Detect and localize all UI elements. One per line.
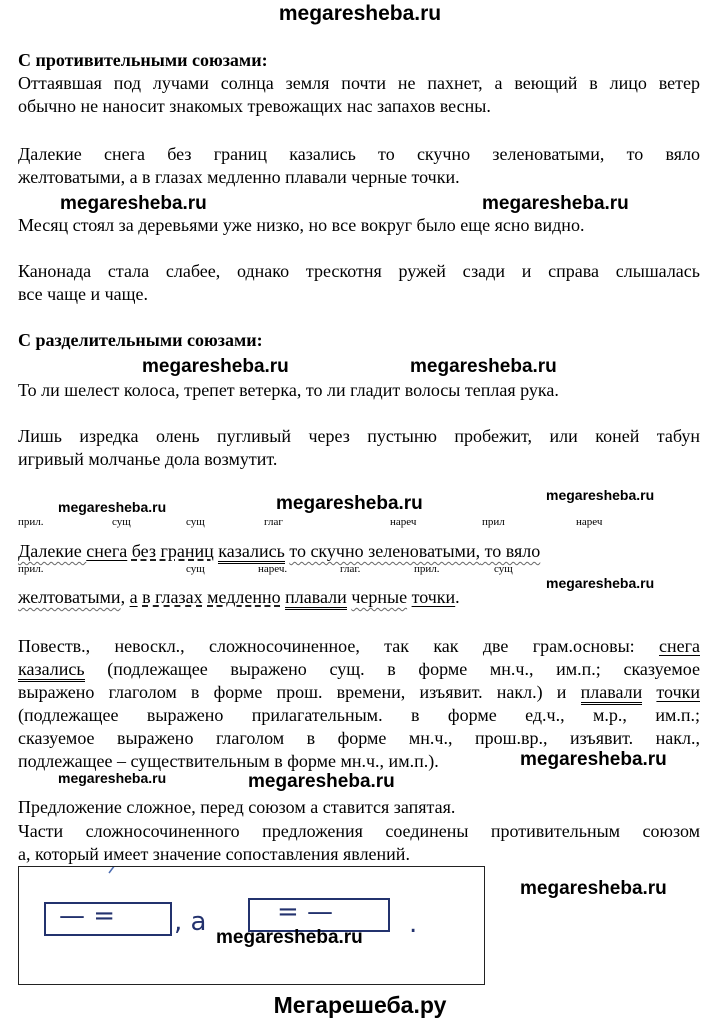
watermark: megaresheba.ru (276, 493, 423, 514)
watermark: megaresheba.ru (546, 575, 655, 591)
pos-label: сущ (112, 516, 131, 528)
watermark: megaresheba.ru (142, 356, 289, 377)
pos-label: прил. (414, 563, 440, 575)
sentence-4: Канонада стала слабее, однако трескотня ружей сзади и справа слышалась все чаще и чаще. (18, 261, 700, 304)
pos-label: сущ (186, 563, 205, 575)
parsed-line-2: желтоватыми, а в глазах медленно плавали черные точки. (18, 586, 460, 609)
sentence-6: Лишь изредка олень пугливый через пустыню пробежит, или коней табун игривый молчанье дола возмутит. (18, 426, 700, 469)
pos-label: глаг (264, 516, 283, 528)
parsed-line-1: Далекие снега без границ казались то скучно зеленоватыми, то вяло (18, 540, 540, 563)
watermark: megaresheba.ru (216, 927, 363, 948)
watermark: megaresheba.ru (58, 499, 167, 515)
sentence-2: Далекие снега без границ казались то скучно зеленоватыми, то вяло желтоватыми, а в глазах медленно плавали черные точки. (18, 144, 700, 187)
conclusion-2: Части сложносочиненного предложения соединены противительным союзом а, который имеет значение сопоставления явлений. (18, 821, 700, 864)
pos-label: прил (482, 516, 505, 528)
pos-label: прил. (18, 516, 44, 528)
sentence-5: То ли шелест колоса, трепет ветерка, то ли гладит волосы теплая рука. (18, 380, 559, 400)
pos-label: прил. (18, 563, 44, 575)
pos-label: сущ (494, 563, 513, 575)
sentence-scheme (18, 866, 485, 985)
pos-label: глаг. (340, 563, 361, 575)
watermark: megaresheba.ru (482, 193, 629, 214)
section-heading-adversative: С противительными союзами: (18, 50, 268, 70)
pos-label: нареч. (258, 563, 288, 575)
scheme-marks-left: — = (59, 901, 116, 931)
pos-label: сущ (186, 516, 205, 528)
sentence-1: Оттаявшая под лучами солнца земля почти не пахнет, а веющий в лицо ветер обычно не наносит знакомых тревожащих нас запахов весны. (18, 73, 700, 116)
analysis-text: Повеств., невоскл., сложносочиненное, так как две грам.основы: снега казались (подлежащее выражено сущ. в форме мн.ч., им.п.; сказуемое выражено глаголом в форме прош. времени, изъявит. накл.) и плавали точки (подлежащее выражено прилагательным. в форме ед.ч., м.р., им.п.; сказуемое выражено глаголом в форме мн.ч., прош.вр., изъявит. накл., подлежащее – существительным в форме мн.ч., им.п.). (18, 636, 700, 771)
sentence-3: Месяц стоял за деревьями уже низко, но все вокруг было еще ясно видно. (18, 215, 585, 235)
site-header: megaresheba.ru (278, 2, 442, 25)
pos-label: нареч (390, 516, 417, 528)
scheme-conjunction: , а (174, 907, 207, 937)
scheme-end-dot: . (409, 909, 418, 939)
watermark: megaresheba.ru (60, 193, 207, 214)
conclusion-1: Предложение сложное, перед союзом а ставится запятая. (18, 797, 456, 817)
watermark: megaresheba.ru (546, 487, 655, 503)
watermark: megaresheba.ru (248, 771, 395, 792)
watermark: megaresheba.ru (520, 749, 667, 770)
site-footer: Мегарешеба.ру (273, 992, 447, 1018)
pos-label: нареч (576, 516, 603, 528)
watermark: megaresheba.ru (520, 878, 667, 899)
watermark: megaresheba.ru (410, 356, 557, 377)
watermark: megaresheba.ru (58, 770, 167, 786)
scheme-marks-right: = — (277, 897, 334, 927)
section-heading-disjunctive: С разделительными союзами: (18, 330, 263, 350)
